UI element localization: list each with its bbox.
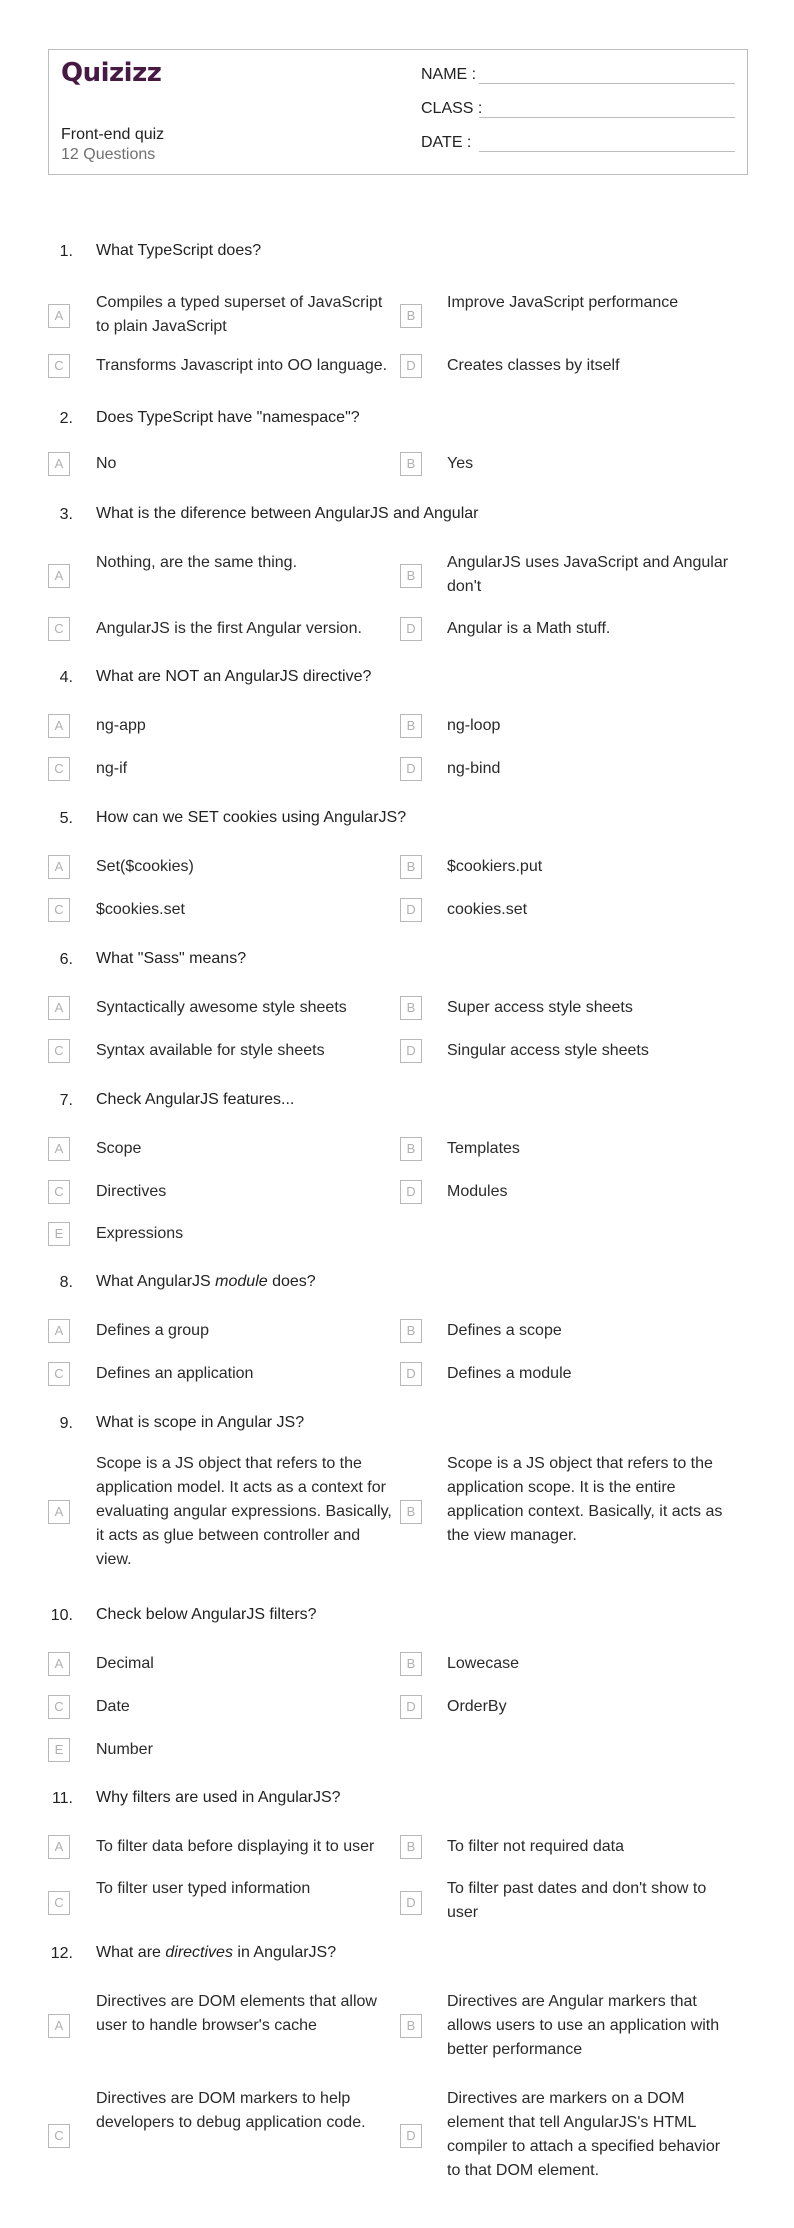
- option-b-checkbox[interactable]: B: [400, 1319, 422, 1343]
- question-number: 3.: [59, 506, 73, 523]
- option-b-checkbox[interactable]: B: [400, 1500, 422, 1524]
- option-b-text: Super access style sheets: [447, 999, 633, 1016]
- option-a-text: To filter data before displaying it to user: [96, 1838, 375, 1855]
- option-a-checkbox[interactable]: A: [48, 1835, 70, 1859]
- option-a-checkbox[interactable]: A: [48, 1500, 70, 1524]
- option-e-text: Number: [96, 1741, 153, 1758]
- option-c-checkbox[interactable]: C: [48, 757, 70, 781]
- option-c-checkbox[interactable]: C: [48, 1039, 70, 1063]
- question-number: 7.: [59, 1092, 73, 1109]
- option-c-checkbox[interactable]: C: [48, 354, 70, 378]
- question-number: 9.: [59, 1415, 73, 1432]
- option-b-checkbox[interactable]: B: [400, 996, 422, 1020]
- class-label: CLASS :: [421, 100, 483, 117]
- option-a-text: Scope: [96, 1140, 142, 1157]
- question-text-part: does?: [267, 1273, 316, 1290]
- option-a-text: Set($cookies): [96, 858, 194, 875]
- option-d-text: Defines a module: [447, 1365, 572, 1382]
- option-b-checkbox[interactable]: B: [400, 452, 422, 476]
- question-text-part: What are: [96, 1944, 166, 1961]
- question-text: What TypeScript does?: [96, 242, 262, 259]
- option-c-text: AngularJS is the first Angular version.: [96, 620, 362, 637]
- question-text-emphasis: directives: [165, 1944, 233, 1961]
- option-c-text: To filter user typed information: [96, 1880, 311, 1897]
- option-a-text: Syntactically awesome style sheets: [96, 999, 347, 1016]
- option-d-checkbox[interactable]: D: [400, 1891, 422, 1915]
- option-c-checkbox[interactable]: C: [48, 898, 70, 922]
- option-d-checkbox[interactable]: D: [400, 757, 422, 781]
- option-b-text: Defines a scope: [447, 1322, 562, 1339]
- option-e-checkbox[interactable]: E: [48, 1738, 70, 1762]
- option-d-text: ng-bind: [447, 760, 501, 777]
- option-b-text: Lowecase: [447, 1655, 520, 1672]
- question-number: 10.: [50, 1607, 73, 1624]
- option-b-text: Yes: [447, 455, 474, 472]
- question-text: Why filters are used in AngularJS?: [96, 1789, 341, 1806]
- option-a-text: Defines a group: [96, 1322, 209, 1339]
- option-b-text: ng-loop: [447, 717, 501, 734]
- option-c-text: Date: [96, 1698, 130, 1715]
- option-b-text: Templates: [447, 1140, 520, 1157]
- option-b-text: Improve JavaScript performance: [447, 294, 679, 311]
- option-c-text: Directives: [96, 1183, 167, 1200]
- question-text-part: in AngularJS?: [232, 1944, 337, 1961]
- option-b-checkbox[interactable]: B: [400, 855, 422, 879]
- question-number: 4.: [59, 669, 73, 686]
- option-d-checkbox[interactable]: D: [400, 1180, 422, 1204]
- question-text-part: What AngularJS: [96, 1273, 216, 1290]
- option-c-text: Transforms Javascript into OO language.: [96, 357, 388, 374]
- option-d-text: Creates classes by itself: [447, 357, 620, 374]
- option-c-checkbox[interactable]: C: [48, 1180, 70, 1204]
- option-a-text: ng-app: [96, 717, 146, 734]
- option-a-checkbox[interactable]: A: [48, 304, 70, 328]
- option-c-checkbox[interactable]: C: [48, 2124, 70, 2148]
- option-a-checkbox[interactable]: A: [48, 452, 70, 476]
- option-e-checkbox[interactable]: E: [48, 1222, 70, 1246]
- question-number: 6.: [59, 951, 73, 968]
- question-text: Check below AngularJS filters?: [96, 1606, 317, 1623]
- question-number: 1.: [59, 243, 73, 260]
- question-number: 12.: [50, 1945, 73, 1962]
- question-text-emphasis: module: [215, 1273, 268, 1290]
- question-text: What "Sass" means?: [96, 950, 247, 967]
- option-a-text: No: [96, 455, 117, 472]
- option-d-text: Singular access style sheets: [447, 1042, 649, 1059]
- option-c-checkbox[interactable]: C: [48, 1695, 70, 1719]
- question-number: 2.: [59, 410, 73, 427]
- option-b-checkbox[interactable]: B: [400, 1652, 422, 1676]
- option-c-text: Defines an application: [96, 1365, 254, 1382]
- option-b-text: Directives are Angular markers that allows users to use an application with better performance: [447, 1993, 720, 2058]
- question-text: [96, 1942, 736, 1964]
- option-a-checkbox[interactable]: A: [48, 564, 70, 588]
- question-text: What is the diference between AngularJS and Angular: [96, 505, 479, 522]
- option-a-checkbox[interactable]: A: [48, 1137, 70, 1161]
- question-text: Does TypeScript have "namespace"?: [96, 409, 360, 426]
- option-a-checkbox[interactable]: A: [48, 714, 70, 738]
- option-a-checkbox[interactable]: A: [48, 2014, 70, 2038]
- option-a-text: Nothing, are the same thing.: [96, 554, 298, 571]
- option-a-checkbox[interactable]: A: [48, 996, 70, 1020]
- option-c-text: $cookies.set: [96, 901, 185, 918]
- option-d-checkbox[interactable]: D: [400, 617, 422, 641]
- question-number: 5.: [59, 810, 73, 827]
- option-a-text: Decimal: [96, 1655, 154, 1672]
- option-a-text: Scope is a JS object that refers to the application model. It acts as a context for evaluating angular expressions. Basically, it acts as glue between controller and view.: [96, 1455, 392, 1568]
- option-e-text: Expressions: [96, 1225, 184, 1242]
- option-b-checkbox[interactable]: B: [400, 714, 422, 738]
- option-d-text: cookies.set: [447, 901, 528, 918]
- option-d-checkbox[interactable]: D: [400, 1362, 422, 1386]
- question-number: 11.: [51, 1790, 73, 1807]
- option-b-checkbox[interactable]: B: [400, 304, 422, 328]
- question-text: What are NOT an AngularJS directive?: [96, 668, 372, 685]
- quizizz-logo: Quizizz: [61, 58, 162, 88]
- option-b-text: $cookiers.put: [447, 858, 543, 875]
- option-c-checkbox[interactable]: C: [48, 1891, 70, 1915]
- option-d-text: To filter past dates and don't show to user: [447, 1880, 707, 1921]
- option-b-text: Scope is a JS object that refers to the application scope. It is the entire application context. Basically, it acts as the view manager.: [447, 1455, 723, 1544]
- question-number: 8.: [59, 1274, 73, 1291]
- option-d-text: OrderBy: [447, 1698, 507, 1715]
- option-b-checkbox[interactable]: B: [400, 1835, 422, 1859]
- option-a-checkbox[interactable]: A: [48, 1652, 70, 1676]
- option-b-text: To filter not required data: [447, 1838, 624, 1855]
- question-text: How can we SET cookies using AngularJS?: [96, 809, 407, 826]
- option-d-checkbox[interactable]: D: [400, 1695, 422, 1719]
- option-d-text: Modules: [447, 1183, 508, 1200]
- option-d-text: Directives are markers on a DOM element that tell AngularJS's HTML compiler to attach a specified behavior to that DOM element.: [447, 2090, 721, 2179]
- option-a-text: Directives are DOM elements that allow user to handle browser's cache: [96, 1993, 377, 2034]
- quiz-title: Front-end quiz: [61, 126, 165, 143]
- option-d-checkbox[interactable]: D: [400, 898, 422, 922]
- question-text: Check AngularJS features...: [96, 1091, 295, 1108]
- option-c-checkbox[interactable]: C: [48, 617, 70, 641]
- option-a-checkbox[interactable]: A: [48, 855, 70, 879]
- option-c-text: ng-if: [96, 760, 128, 777]
- question-text: [96, 1271, 736, 1293]
- option-c-text: Syntax available for style sheets: [96, 1042, 325, 1059]
- question-count: 12 Questions: [61, 146, 156, 163]
- option-d-checkbox[interactable]: D: [400, 354, 422, 378]
- question-text: What is scope in Angular JS?: [96, 1414, 305, 1431]
- option-b-checkbox[interactable]: B: [400, 2014, 422, 2038]
- option-c-text: Directives are DOM markers to help developers to debug application code.: [96, 2090, 366, 2131]
- option-b-checkbox[interactable]: B: [400, 1137, 422, 1161]
- date-label: DATE :: [421, 134, 472, 151]
- option-a-checkbox[interactable]: A: [48, 1319, 70, 1343]
- option-d-text: Angular is a Math stuff.: [447, 620, 611, 637]
- name-label: NAME :: [421, 66, 477, 83]
- option-c-checkbox[interactable]: C: [48, 1362, 70, 1386]
- option-d-checkbox[interactable]: D: [400, 2124, 422, 2148]
- option-d-checkbox[interactable]: D: [400, 1039, 422, 1063]
- option-b-text: AngularJS uses JavaScript and Angular don't: [447, 554, 729, 595]
- option-b-checkbox[interactable]: B: [400, 564, 422, 588]
- option-a-text: Compiles a typed superset of JavaScript to plain JavaScript: [96, 294, 383, 335]
